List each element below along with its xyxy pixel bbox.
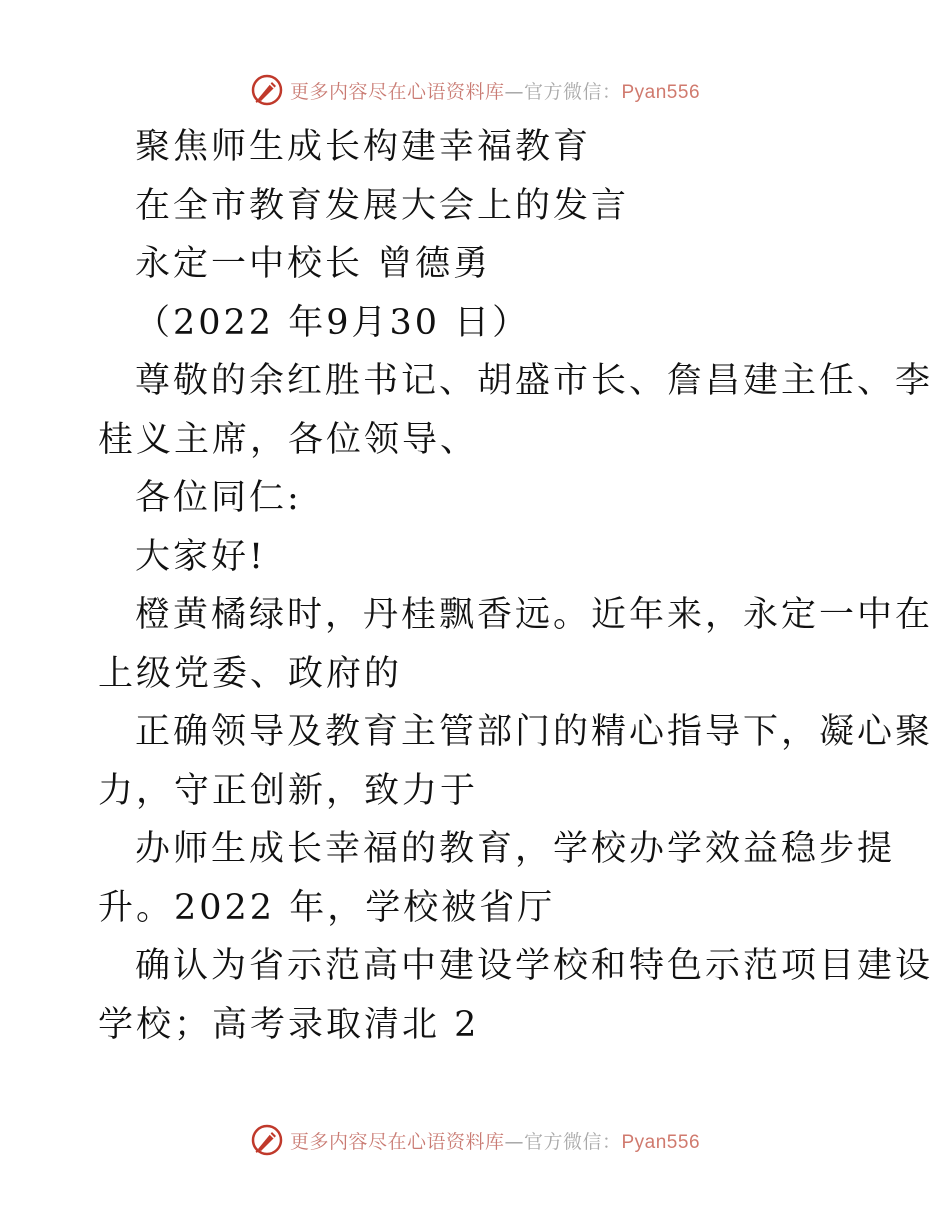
watermark-id: Pyan556 xyxy=(621,81,701,103)
text-line: 大家好! xyxy=(135,536,267,577)
watermark-official: 官方微信： xyxy=(523,80,622,103)
text-line: 聚焦师生成长构建幸福教育 xyxy=(135,127,592,167)
text-line: 桂义主席，各位领导、 xyxy=(98,419,479,460)
header-watermark xyxy=(0,72,950,108)
quill-pen-logo-icon xyxy=(250,73,284,107)
watermark-site: 更多内容尽在心语资料库 xyxy=(289,80,505,103)
watermark-separator: — xyxy=(504,1130,524,1153)
text-line: 上级党委、政府的 xyxy=(98,653,403,694)
text-line: 正确领导及教育主管部门的精心指导下，凝心聚 xyxy=(135,712,934,752)
text-line: 永定一中校长 曾德勇 xyxy=(135,244,492,284)
text-line: 力，守正创新，致力于 xyxy=(98,770,479,811)
text-line: 确认为省示范高中建设学校和特色示范项目建设 xyxy=(135,946,934,986)
text-line: 各位同仁: xyxy=(135,478,302,518)
watermark-separator: — xyxy=(504,80,524,103)
watermark-official: 官方微信： xyxy=(523,1130,622,1153)
text-line: 在全市教育发展大会上的发言 xyxy=(135,185,630,226)
document-body xyxy=(98,118,934,1054)
watermark-site: 更多内容尽在心语资料库 xyxy=(289,1130,505,1153)
footer-watermark xyxy=(0,1122,950,1158)
text-line: 办师生成长幸福的教育，学校办学效益稳步提 xyxy=(135,829,896,869)
text-line: 学校；高考录取清北 2 xyxy=(98,1004,480,1045)
quill-pen-logo-icon xyxy=(250,1123,284,1157)
text-line: 尊敬的余红胜书记、胡盛市长、詹昌建主任、李 xyxy=(135,361,934,401)
watermark-id: Pyan556 xyxy=(621,1131,701,1153)
text-line: 橙黄橘绿时，丹桂飘香远。近年来，永定一中在 xyxy=(135,595,934,635)
text-line: 升。2022 年，学校被省厅 xyxy=(98,887,556,928)
text-line: （2022 年9月30 日） xyxy=(135,302,531,343)
